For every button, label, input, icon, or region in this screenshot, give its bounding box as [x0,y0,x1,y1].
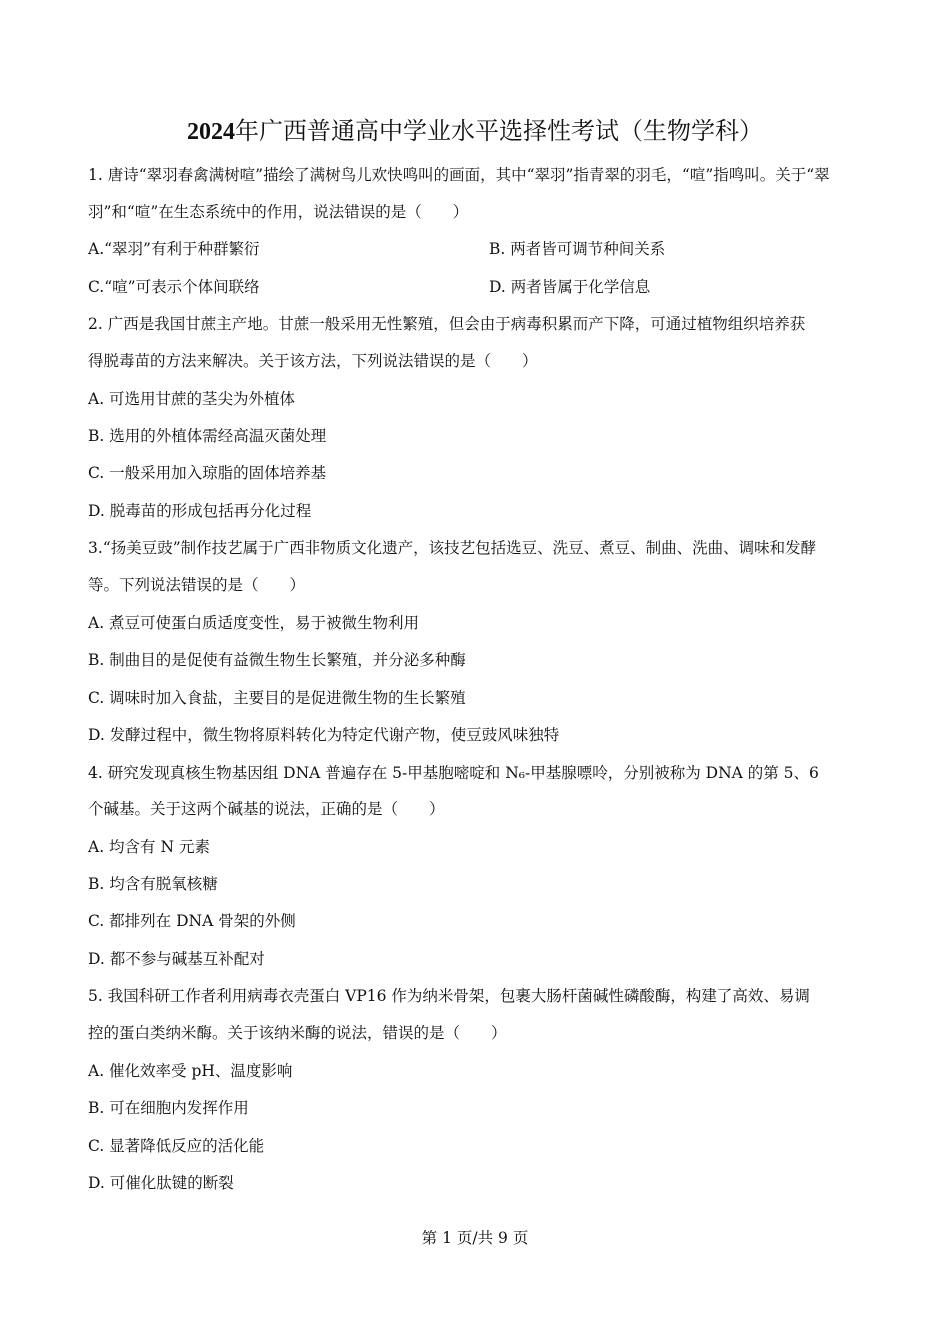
option-d: D. 可催化肽键的断裂 [88,1174,234,1192]
question-stem: 得脱毒苗的方法来解决。关于该方法，下列说法错误的是（ ） [88,352,538,370]
option-c: C.“喧”可表示个体间联络 [88,278,260,296]
option-b: B. 均含有脱氧核糖 [88,875,218,893]
option-c: C. 一般采用加入琼脂的固体培养基 [88,464,327,482]
option-b: B. 可在细胞内发挥作用 [88,1099,249,1117]
option-a: A.“翠羽”有利于种群繁衍 [88,240,260,258]
question-stem: 个碱基。关于这两个碱基的说法，正确的是（ ） [88,800,445,818]
option-a: A. 可选用甘蔗的茎尖为外植体 [88,390,296,408]
question-stem: 羽”和“喧”在生态系统中的作用，说法错误的是（ ） [88,203,469,221]
option-c: C. 都排列在 DNA 骨架的外侧 [88,912,296,930]
option-a: A. 均含有 N 元素 [88,838,210,856]
option-a: A. 煮豆可使蛋白质适度变性，易于被微生物利用 [88,614,420,632]
question-stem: 1. 唐诗“翠羽春禽满树喧”描绘了满树鸟儿欢快鸣叫的画面，其中“翠羽”指青翠的羽毛，“喧”指鸣叫。关于“翠 [88,166,830,184]
option-d: D. 脱毒苗的形成包括再分化过程 [88,502,312,520]
option-b: B. 制曲目的是促使有益微生物生长繁殖，并分泌多种酶 [88,651,466,669]
question-stem: 4. 研究发现真核生物基因组 DNA 普遍存在 5-甲基胞嘧啶和 N₆-甲基腺嘌呤，分别被称为 DNA 的第 5、6 [88,764,819,782]
option-b: B. 两者皆可调节种间关系 [489,240,666,258]
option-c: C. 调味时加入食盐，主要目的是促进微生物的生长繁殖 [88,689,466,707]
option-d: D. 两者皆属于化学信息 [489,278,651,296]
option-b: B. 选用的外植体需经高温灭菌处理 [88,427,327,445]
option-d: D. 发酵过程中，微生物将原料转化为特定代谢产物，使豆豉风味独特 [88,726,560,744]
question-stem: 2. 广西是我国甘蔗主产地。甘蔗一般采用无性繁殖，但会由于病毒积累而产下降，可通过植物组织培养获 [88,315,806,333]
title-year: 2024 [187,119,235,145]
option-d: D. 都不参与碱基互补配对 [88,950,265,968]
question-stem: 等。下列说法错误的是（ ） [88,576,306,594]
option-c: C. 显著降低反应的活化能 [88,1137,265,1155]
question-stem: 控的蛋白类纳米酶。关于该纳米酶的说法，错误的是（ ） [88,1024,507,1042]
page-number: 第 1 页/共 9 页 [421,1229,529,1247]
question-stem: 5. 我国科研工作者利用病毒衣壳蛋白 VP16 作为纳米骨架，包裹大肠杆菌碱性磷酸酶，构建了高效、易调 [88,987,810,1005]
question-stem: 3.“扬美豆豉”制作技艺属于广西非物质文化遗产，该技艺包括选豆、洗豆、煮豆、制曲、洗曲、调味和发酵 [88,539,817,557]
title-text: 年广西普通高中学业水平选择性考试（生物学科） [235,117,763,145]
option-a: A. 催化效率受 pH、温度影响 [88,1062,293,1080]
page-title [0,116,950,147]
